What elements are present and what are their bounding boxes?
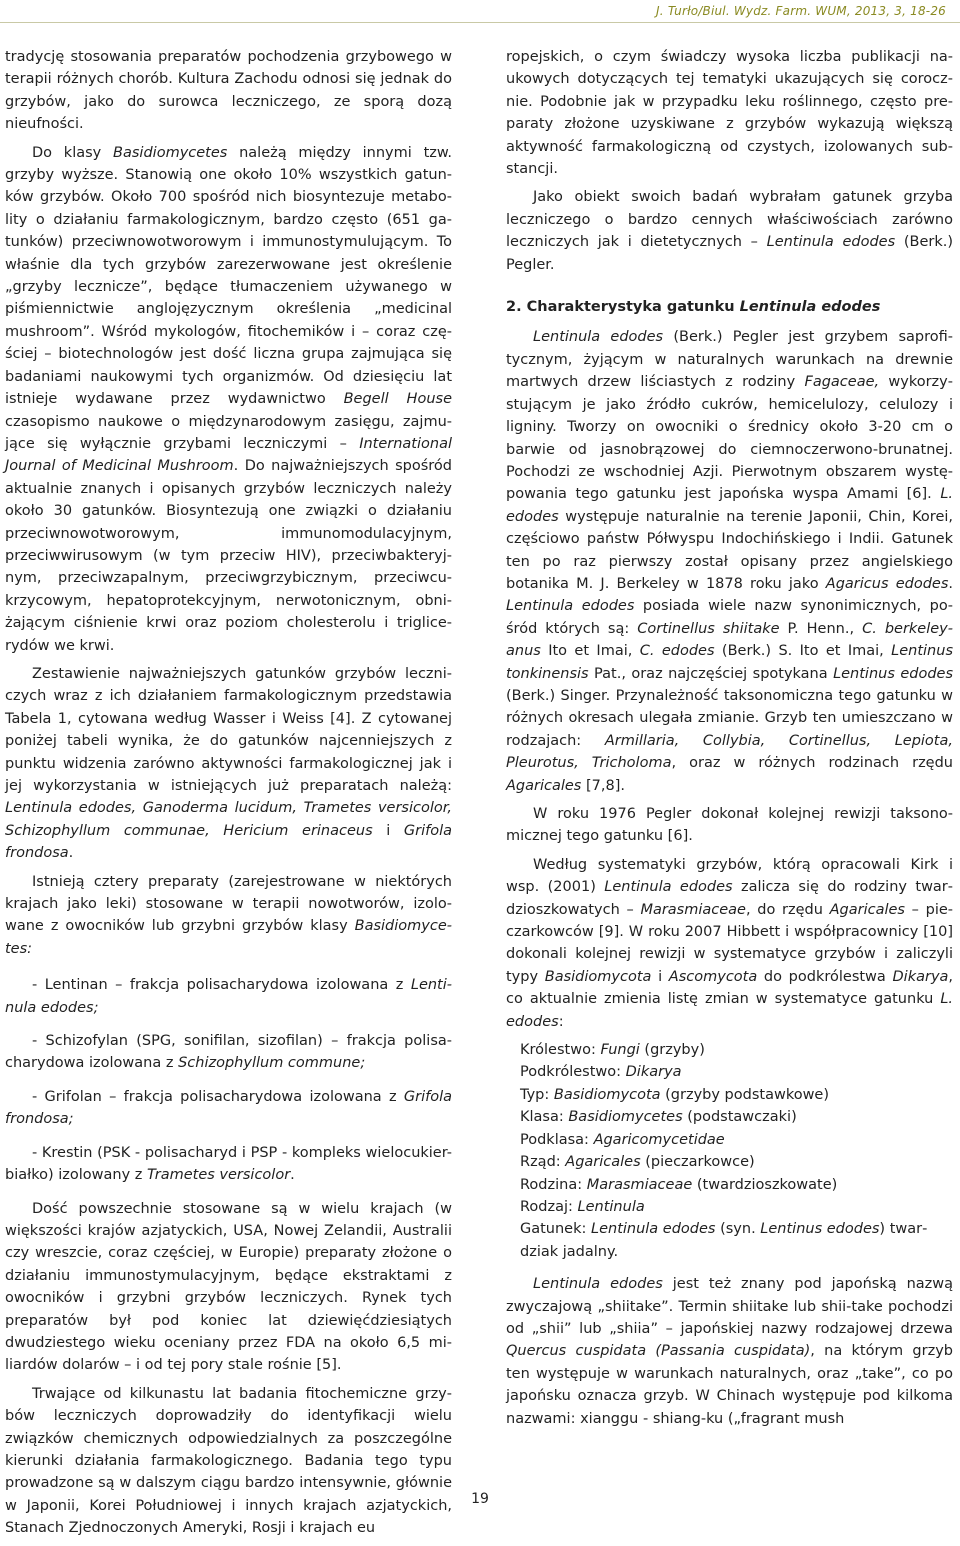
taxonomy-item: Królestwo: Fungi (grzyby) [520, 1042, 705, 1059]
paragraph: Zestawienie najważniejszych gatunków grzybów leczniczych wraz z ich działaniem farmakologicznym przedstawia Tabela 1, cytowana według Wasser i Weiss [4]. Z cytowanej poniżej tabeli wynika, że do gatunków najcenniejszych z punktu widzenia zarówno aktywności farmakologicznej jak i jej wykorzystania w istniejących już preparatach należą: Lentinula edodes, Ganoderma lucidum, Trametes versicolor, Schizophyllum communae, Hericium erinaceus i Grifola frondosa. [5, 665, 452, 862]
taxonomy-item: Gatunek: Lentinula edodes (syn. Lentinus edodes) twardziak jadalny. [520, 1221, 928, 1260]
paragraph: W roku 1976 Pegler dokonał kolejnej rewizji taksonomicznej tego gatunku [6]. [506, 806, 953, 845]
taxonomy-item: Typ: Basidiomycota (grzyby podstawkowe) [520, 1086, 830, 1103]
paragraph: Lentinula edodes (Berk.) Pegler jest grzybem saprofitycznym, żyjącym w naturalnych warunkach na drewnie martwych drzew liściastych z rodziny Fagaceae, wykorzystującym je jako źródło cukrów, hemicelulozy, celulozy i ligniny. Tworzy on owocniki o średnicy około 3-20 cm o barwie od jasnobrązowej do ciemnoczerwono-brunatnej. Pochodzi ze wschodniej Azji. Pierwotnym obszarem występowania tego gatunku jest japońska wyspa Amami [6]. L. edodes występuje naturalnie na terenie Japonii, Chin, Korei, częściowo państw Półwyspu Indochińskiego i Indii. Gatunek ten po raz pierwszy został opisany przez angielskiego botanika M. J. Berkeley w 1878 roku jako Agaricus edodes. Lentinula edodes posiada wiele nazw synonimicznych, pośród których są: Cortinellus shiitake P. Henn., C. berkeleyanus Ito et Imai, C. edodes (Berk.) S. Ito et Imai, Lentinus tonkinensis Pat., oraz najczęściej spotykana Lentinus edodes (Berk.) Singer. Przynależność taksonomiczna tego gatunku w różnych okresach ulegała zmianie. Grzyb ten umieszczano w rodzajach: Armillaria, Collybia, Cortinellus, Lepiota, Pleurotus, Tricholoma, oraz w różnych rodzinach rzędu Agaricales [7,8]. [506, 329, 954, 794]
left-column [5, 46, 452, 1546]
page-number: 19 [471, 1491, 489, 1507]
paragraph: Według systematyki grzybów, którą opracowali Kirk i wsp. (2001) Lentinula edodes zalicza się do rodziny twardzioszkowatych – Marasmiaceae, do rzędu Agaricales – pieczarkowców [9]. W roku 2007 Hibbett i współpracownicy [10] dokonali kolejnej rewizji w systematyce grzybów i zaliczyli typy Basidiomycota i Ascomycota do podkrólestwa Dikarya, co aktualnie zmienia listę zmian w systematyce gatunku L. edodes: [506, 856, 954, 1030]
taxonomy-item: Podkrólestwo: Dikarya [520, 1064, 682, 1081]
taxonomy-item: Rodzaj: Lentinula [520, 1198, 645, 1215]
taxonomy-item: Rodzina: Marasmiaceae (twardzioszkowate) [520, 1176, 838, 1193]
paragraph: Istnieją cztery preparaty (zarejestrowane w niektórych krajach jako leki) stosowane w terapii nowotworów, izolowane z owocników lub grzybni grzybów klasy Basidiomycetes: [5, 873, 452, 957]
list-item: - Grifolan – frakcja polisacharydowa izolowana z Grifola frondosa; [5, 1088, 452, 1128]
section-heading: 2. Charakterystyka gatunku Lentinula edodes [506, 299, 881, 316]
taxonomy-item: Podklasa: Agaricomycetidae [520, 1131, 725, 1148]
paragraph: ropejskich, o czym świadczy wysoka liczba publikacji naukowych dotyczących tej tematyki ukazujących się corocznie. Podobnie jak w przypadku leku roślinnego, często preparaty złożone uzyskiwane z grzybów wykazują większą aktywność farmakologiczną od czystych, izolowanych substancji. [506, 49, 953, 178]
taxonomy-list [520, 1039, 953, 1263]
right-column [506, 46, 953, 1436]
list-item: - Krestin (PSK - polisacharyd i PSP - kompleks wielocukier-białko) izolowany z Trametes versicolor. [5, 1144, 452, 1184]
list-item: - Schizofylan (SPG, sonifilan, sizofilan) – frakcja polisacharydowa izolowana z Schizophyllum commune; [5, 1033, 452, 1072]
paragraph: Lentinula edodes jest też znany pod japońską nazwą zwyczajową „shiitake”. Termin shiitake lub shii-take pochodzi od „shii” lub „shiia” – japońskiej nazwy rodzajowej drzewa Quercus cuspidata (Passania cuspidata), na którym grzyb ten występuje w warunkach naturalnych, oraz „take”, co po japońsku oznacza grzyb. W Chinach występuje pod kilkoma nazwami: xianggu - shiang-ku („fragrant mush [506, 1276, 954, 1427]
paragraph: Do klasy Basidiomycetes należą między innymi tzw. grzyby wyższe. Stanowią one około 10% wszystkich gatunków grzybów. Około 700 spośród nich biosyntezuje metabolity o działaniu farmakologicznym, bardzo często (651 gatunków) przeciwnowotworowym i immunostymulującym. To właśnie dla tych grzybów zarezerwowane jest określenie „grzyby lecznicze”, będące tłumaczeniem używanego w piśmiennictwie anglojęzycznym określenia „medicinal mushroom”. Wśród mykologów, fitochemików i – coraz częściej – biotechnologów jest dość liczna grupa zajmująca się badaniami naukowymi tych organizmów. Od dziesięciu lat istnieje wydawane przez wydawnictwo Begell House czasopismo naukowe o międzynarodowym zasięgu, zajmujące się wyłącznie grzybami leczniczymi – International Journal of Medicinal Mushroom. Do najważniejszych spośród aktualnie znanych i opisanych grzybów leczniczych należy około 30 gatunków. Biosyntezują one związki o działaniu przeciwnowotworowym, immunomodulacyjnym, przeciwwirusowym (w tym przeciw HIV), przeciwbakteryjnym, przeciwzapalnym, przeciwgrzybicznym, przeciwcukrzycowym, hepatoprotekcyjnym, nerwotonicznym, obniżającym ciśnienie krwi oraz poziom cholesterolu i triglicerydów we krwi. [5, 144, 452, 654]
running-header: J. Turło/Biul. Wydz. Farm. WUM, 2013, 3, 18-26 [656, 4, 946, 18]
paragraph: Dość powszechnie stosowane są w wielu krajach (w większości krajów azjatyckich, USA, Nowej Zelandii, Australii czy wreszcie, coraz częściej, w Europie) preparaty złożone o działaniu immunostymulacyjnym, będące ekstraktami z owocników i grzybni grzybów leczniczych. Rynek tych preparatów był pod koniec lat dziewięćdziesiątych dwudziestego wieku oceniany przez FDA na około 6,5 miliardów dolarów – i od tej pory stale rośnie [5]. [5, 1200, 452, 1374]
paragraph: tradycję stosowania preparatów pochodzenia grzybowego w terapii różnych chorób. Kultura Zachodu odnosi się jednak do grzybów, jako do surowca leczniczego, ze sporą dozą nieufności. [5, 49, 452, 133]
taxonomy-item: Klasa: Basidiomycetes (podstawczaki) [520, 1109, 797, 1126]
list-item: - Lentinan – frakcja polisacharydowa izolowana z Lentinula edodes; [5, 977, 452, 1016]
header-rule [0, 22, 960, 23]
taxonomy-item: Rząd: Agaricales (pieczarkowce) [520, 1154, 755, 1171]
paragraph: Trwające od kilkunastu lat badania fitochemiczne grzybów leczniczych doprowadziły do identyfikacji wielu związków chemicznych odpowiedzialnych za poszczególne kierunki działania farmakologicznego. Badania tego typu prowadzone są w dalszym ciągu bardzo intensywnie, głównie w Japonii, Korei Południowej i innych krajach azjatyckich, Stanach Zjednoczonych Ameryki, Rosji i krajach eu [5, 1385, 452, 1537]
paragraph: Jako obiekt swoich badań wybrałam gatunek grzyba leczniczego o bardzo cennych właściwościach zarówno leczniczych jak i dietetycznych – Lentinula edodes (Berk.) Pegler. [506, 189, 954, 273]
